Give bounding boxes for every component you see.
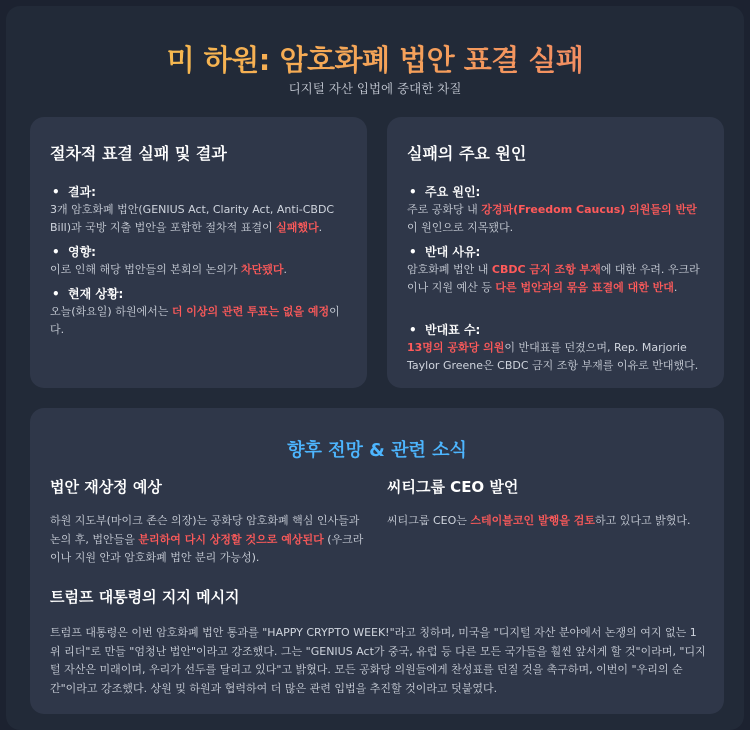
page-container [6,6,744,730]
item-text: 3개 암호화폐 법안(GENIUS Act, Clarity Act, Anti-CBDC Bill)과 국방 지출 법안을 포함한 절차적 표결이 실패했다. [50,203,335,234]
page-subtitle: 디지털 자산 입법에 중대한 차질 [288,81,462,96]
highlight-text: 실패했다 [276,221,319,234]
item-heading: • 영향: [50,243,350,261]
highlight-text: 스테이블코인 발행을 검토 [470,514,595,527]
item-heading: • 현재 상황: [50,285,350,303]
item-heading: • 주요 원인: [407,183,707,201]
item-text: 13명의 공화당 의원이 반대표를 던졌으며, Rep. Marjorie Taylor Greene은 CBDC 금지 조항 부재를 이유로 반대했다. [407,341,699,372]
citi-title: 씨티그룹 CEO 발언 [387,478,519,496]
highlight-text: 강경파(Freedom Caucus) 의원들의 반란 [481,203,697,216]
section-title: 향후 전망 & 관련 소식 [287,440,467,461]
item-text: 이로 인해 해당 법안들의 본회의 논의가 차단됐다. [50,263,288,276]
procedural-vote-card [30,117,367,388]
highlight-text: 13명의 공화당 의원 [407,341,505,354]
outlook-card [30,408,724,714]
trump-title: 트럼프 대통령의 지지 메시지 [50,588,240,606]
reconsider-title: 법안 재상정 예상 [50,478,162,496]
citi-text: 씨티그룹 CEO는 스테이블코인 발행을 검토하고 있다고 밝혔다. [387,514,691,527]
opposition-count-item [407,321,707,375]
item-heading: • 반대표 수: [407,321,707,339]
item-heading: • 결과: [50,183,350,201]
reconsider-text: 하원 지도부(마이크 존슨 의장)는 공화당 암호화폐 핵심 인사들과 논의 후, 법안들을 분리하여 다시 상정할 것으로 예상된다 (우크라이나 지원 안과 암호화폐 법안 분리 가능성). [50,514,364,564]
item-heading: • 반대 사유: [407,243,707,261]
status-item [50,285,350,339]
card-title: 절차적 표결 실패 및 결과 [50,144,227,163]
trump-text: 트럼프 대통령은 이번 암호화폐 법안 통과를 "HAPPY CRYPTO WEEK!"라고 칭하며, 미국을 "디지털 자산 분야에서 논쟁의 여지 없는 1위 리더"로 만들 "엄청난 법안"이라고 강조했다. 그는 "GENIUS Act가 중국, 유럽 등 다른 모든 국가들을 훨씬 앞서게 할 것"이라며, "디지털 자산은 미래이며, 우리가 선두를 달리고 있다"고 밝혔다. 모든 공화당 의원들에게 찬성표를 던질 것을 촉구하며, 이번이 "우리의 순간"이라고 강조했다. 상원 및 하원과 협력하여 더 많은 관련 입법을 추진할 것이라고 덧붙였다. [50,626,706,695]
main-cause-item [407,183,707,237]
impact-item [50,243,350,279]
card-title: 실패의 주요 원인 [407,144,527,163]
failure-causes-card [387,117,724,388]
highlight-text: 다른 법안과의 묶음 표결에 대한 반대 [495,281,674,294]
highlight-text: 더 이상의 관련 투표는 없을 예정 [171,305,330,318]
item-text: 암호화폐 법안 내 CBDC 금지 조항 부재에 대한 우려. 우크라이나 지원 예산 등 다른 법안과의 묶음 표결에 대한 반대. [407,263,700,294]
highlight-text: 분리하여 다시 상정할 것으로 예상된다 [138,532,324,546]
result-item [50,183,350,237]
highlight-text: 차단됐다 [241,263,284,276]
highlight-text: CBDC 금지 조항 부재 [491,263,601,276]
opposition-reason-item [407,243,707,297]
item-text: 주로 공화당 내 강경파(Freedom Caucus) 의원들의 반란이 원인으로 지목됐다. [407,203,697,234]
page-title: 미 하원: 암호화폐 법안 표결 실패 [6,38,744,79]
item-text: 오늘(화요일) 하원에서는 더 이상의 관련 투표는 없을 예정이다. [50,305,340,336]
